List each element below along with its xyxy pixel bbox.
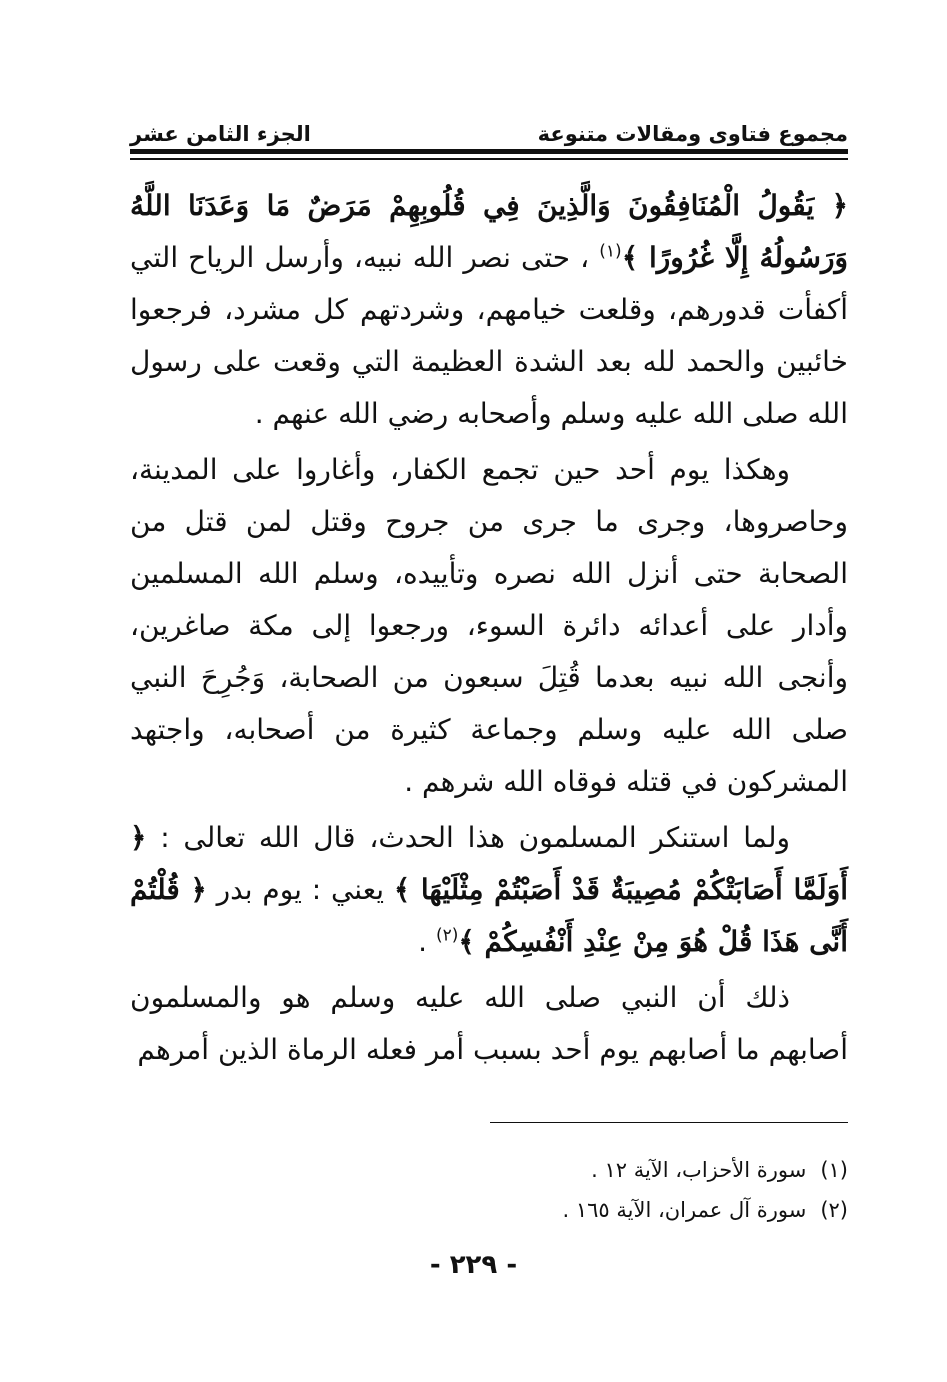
paragraph-3-middle: يعني : يوم بدر [216,873,385,906]
paragraph-3-end: . [418,925,428,958]
body-text [130,180,848,1080]
paragraph-2: وهكذا يوم أحد حين تجمع الكفار، وأغاروا على المدينة، وحاصروها، وجرى ما جرى من جروح وقتل لمن قتل من الصحابة حتى أنزل الله نصره وتأييده، وسلم الله المسلمين وأدار على أعدائه دائرة السوء، ورجعوا إلى مكة صاغرين، وأنجى الله نبيه بعدما قُتِلَ سبعون من الصحابة، وَجُرِحَ النبي صلى الله عليه وسلم وجماعة كثيرة من أصحابه، واجتهد المشركون في قتله فوقاه الله شرهم . [130,453,848,798]
page-number: - ٢٢٩ - [429,1250,518,1280]
quran-verse-3: ﴿ قُلْتُمْ أَنَّى هَذَا قُلْ هُوَ مِنْ عِنْدِ أَنْفُسِكُمْ ﴾ [130,873,848,958]
header-rule-thick [130,149,848,154]
paragraph-1 [130,180,848,440]
footnote-text: سورة الأحزاب، الآية ١٢ . [591,1158,807,1182]
running-header [130,112,848,146]
paragraph-1-text: ، حتى نصر الله نبيه، وأرسل الرياح التي أكفأت قدورهم، وقلعت خيامهم، وشردتهم كل مشرد، فرجعوا خائبين والحمد لله بعد الشدة العظيمة التي وقعت على رسول الله صلى الله عليه وسلم وأصحابه رضي الله عنهم . [130,241,848,430]
quran-verse-2: ﴿ أَوَلَمَّا أَصَابَتْكُمْ مُصِيبَةٌ قَدْ أَصَبْتُمْ مِثْلَيْهَا ﴾ [130,821,848,906]
quran-verse-1: ﴿ يَقُولُ الْمُنَافِقُونَ وَالَّذِينَ فِي قُلُوبِهِمْ مَرَضٌ مَا وَعَدَنَا اللَّهُ وَرَسُولُهُ إِلَّا غُرُورًا ﴾ [130,189,849,274]
book-title: مجموع فتاوى ومقالات متنوعة [537,122,848,146]
footnote-ref-1: (١) [599,241,622,262]
footnote-number: (١) [820,1158,848,1182]
footnote-number: (٢) [820,1198,848,1222]
footnote-2 [130,1190,848,1230]
footnote-rule [490,1122,848,1123]
header-rule-thin [130,158,848,160]
paragraph-3 [130,812,848,968]
footnote-ref-2: (٢) [435,925,459,946]
paragraph-3-intro: ولما استنكر المسلمون هذا الحدث، قال الله تعالى : [160,821,790,854]
footnotes [130,1150,848,1230]
part-label: الجزء الثامن عشر [130,122,311,146]
footnote-1 [130,1150,848,1190]
footnote-text: سورة آل عمران، الآية ١٦٥ . [562,1198,807,1222]
paragraph-4: ذلك أن النبي صلى الله عليه وسلم هو والمسلمون أصابهم ما أصابهم يوم أحد بسبب أمر فعله الرماة الذين أمرهم [130,981,848,1066]
